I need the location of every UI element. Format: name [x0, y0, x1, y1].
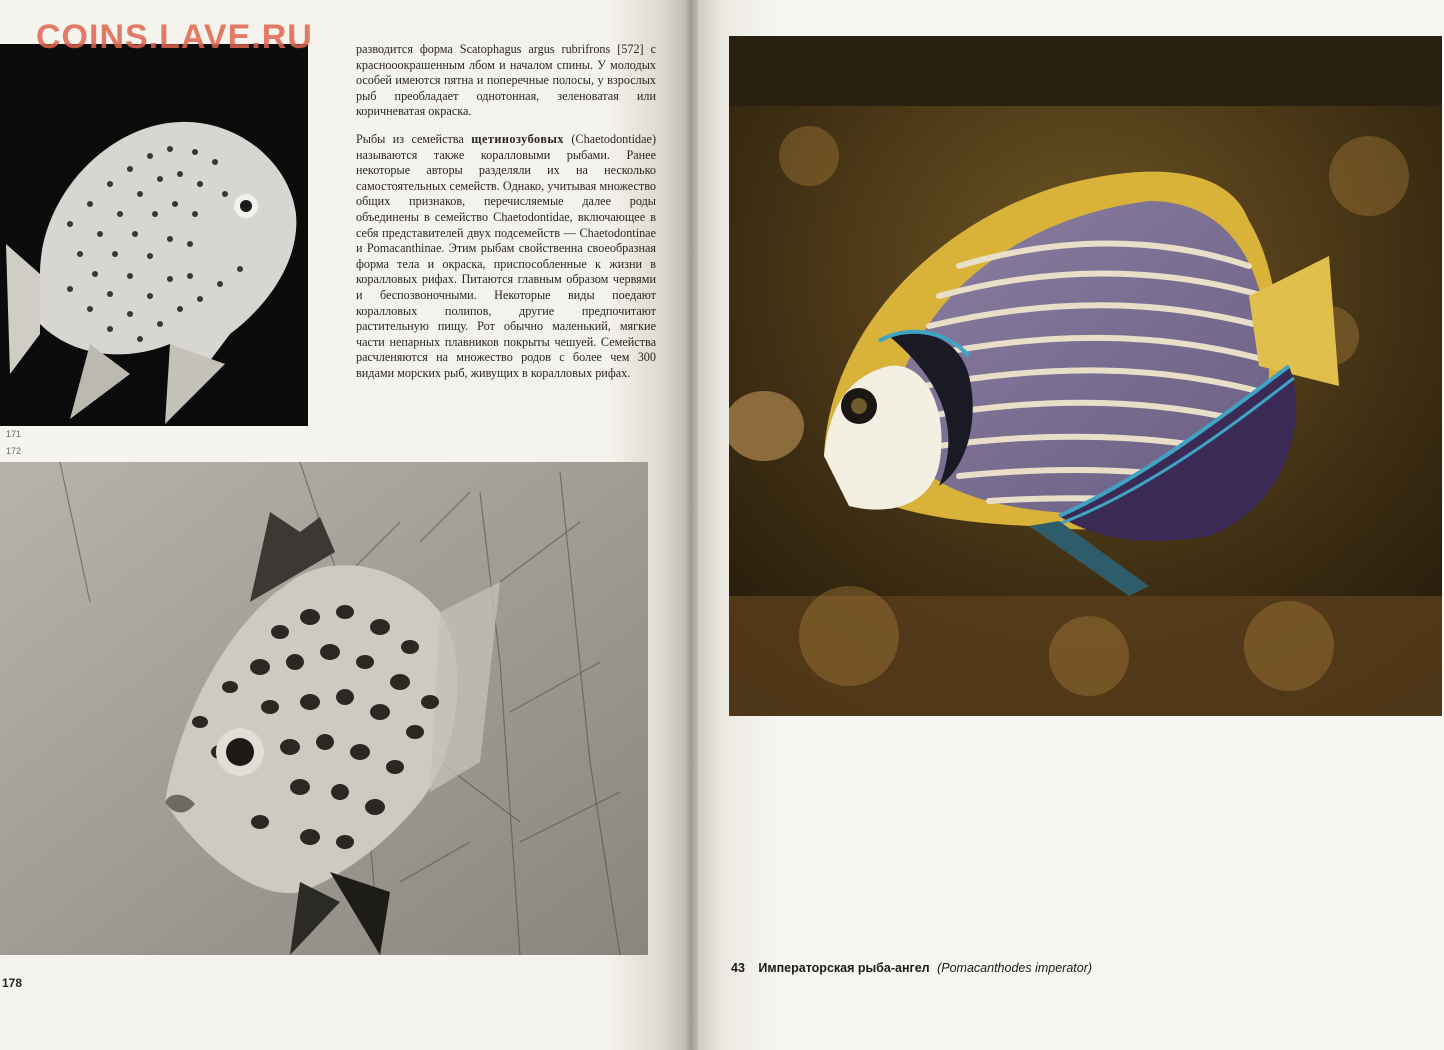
caption-title: Императорская рыба-ангел [758, 961, 930, 975]
paragraph-chaetodontidae [356, 132, 656, 382]
caption-latin-name: (Pomacanthodes imperator) [937, 961, 1093, 975]
figure-caption [731, 961, 1092, 975]
article-text [356, 42, 656, 393]
photo-scatophagus-argus [0, 462, 648, 955]
paragraph-text: (Chaetodontidae) называются также коралловыми рыбами. Ранее некоторые авторы разделяли их на несколько самостоятельных семейств. Однако, учитывая множество общих признаков, перечисляемые далее роды объединены в семейство Chaetodontidae, включающее в себя представителей двух подсемейств — Chaetodontinae и Pomacanthinae. Этим рыбам свойственна своеобразная форма тела и окраска, приспособленные к жизни в коралловых рифах. Питаются главным образом червями и беспозвоночными. Некоторые виды поедают коралловых полипов, другие предпочитают растительную пищу. Рот обычно маленький, мягкие части непарных плавников покрыты чешуей. Семейства расчленяются на множество родов с более чем 300 видами морских рыб, живущих в коралловых рифах. [356, 131, 657, 380]
paragraph-scatophagus: разводится форма Scatophagus argus rubrifrons [572] с краснооокрашенным лбом и началом спины. У молодых особей имеются пятна и поперечные полосы, у взрослых рыб преобладает однотонная, зеленоватая или коричневатая окраска. [356, 42, 656, 119]
photo-emperor-angelfish [729, 36, 1442, 716]
caption-number: 43 [731, 961, 745, 975]
paragraph-text: Рыбы из семейства [356, 131, 472, 146]
figure-label-171: 171 [6, 429, 22, 439]
family-name-bold: щетинозубовых [471, 131, 565, 146]
photo-spotted-scat [0, 44, 308, 426]
watermark: COINS.LAVE.RU [36, 18, 313, 56]
book-gutter [686, 0, 698, 1050]
page-number: 178 [2, 976, 23, 990]
figure-label-172: 172 [6, 446, 22, 456]
